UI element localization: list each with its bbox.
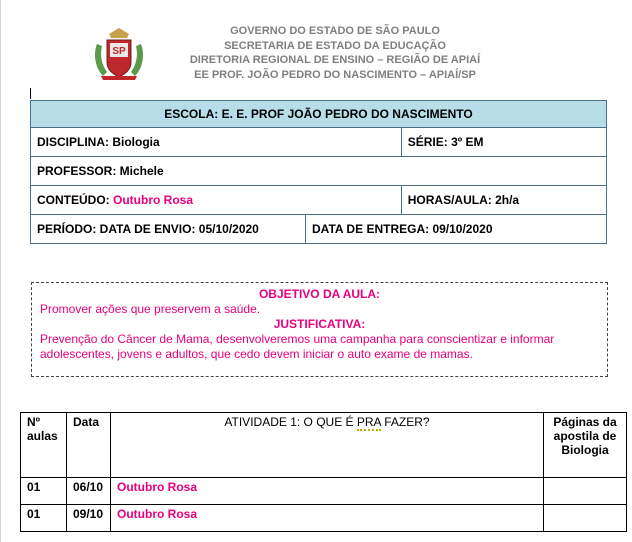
info-table [30,100,607,244]
row-activity[interactable]: Outubro Rosa [111,505,544,532]
row-pages[interactable] [544,505,627,532]
row-aulas[interactable]: 01 [21,478,67,505]
head-activity-post: FAZER? [380,415,430,429]
content-cell[interactable] [31,186,402,215]
grade-cell[interactable]: SÉRIE: 3º EM [401,128,606,157]
head-data[interactable]: Data [67,413,111,478]
content-label: CONTEÚDO: [37,193,113,207]
justification-text: Prevenção do Câncer de Mama, desenvolveremos uma campanha para conscientizar e informar adolescentes, jovens e adultos, que cedo devem iniciar o auto exame de mamas. [40,332,555,361]
text-cursor [30,88,31,99]
period-due-cell[interactable]: DATA DE ENTREGA: 09/10/2020 [306,215,607,244]
head-pages[interactable]: Páginas da apostila de Biologia [544,413,627,478]
period-sent-cell[interactable]: PERÍODO: DATA DE ENVIO: 05/10/2020 [31,215,306,244]
row-activity[interactable]: Outubro Rosa [111,478,544,505]
header-line-government: GOVERNO DO ESTADO DE SÃO PAULO [230,25,440,37]
content-value: Outubro Rosa [113,193,193,207]
header-line-secretariat: SECRETARIA DE ESTADO DA EDUCAÇÃO [224,39,446,52]
activity-table [20,412,627,532]
row-pages[interactable] [544,478,627,505]
svg-text:SP: SP [112,46,126,57]
head-activity[interactable] [111,413,544,478]
objective-title: OBJETIVO DA AULA: [258,287,381,301]
table-row [21,478,627,505]
row-aulas[interactable]: 01 [21,505,67,532]
row-data[interactable]: 09/10 [67,505,111,532]
header-block [175,24,495,82]
discipline-cell[interactable]: DISCIPLINA: Biologia [31,128,402,157]
row-data[interactable]: 06/10 [67,478,111,505]
teacher-cell[interactable]: PROFESSOR: Michele [31,157,607,186]
hours-cell[interactable]: HORAS/AULA: 2h/a [401,186,606,215]
header-line-directorate: DIRETORIA REGIONAL DE ENSINO – REGIÃO DE APIAÍ [189,54,481,66]
school-cell[interactable]: ESCOLA: E. E. PROF JOÃO PEDRO DO NASCIMENTO [31,101,607,128]
head-aulas[interactable]: Nº aulas [21,413,67,478]
header-line-school: EE PROF. JOÃO PEDRO DO NASCIMENTO – APIAÍ/SP [194,68,476,81]
objective-box[interactable] [31,282,608,377]
head-activity-pre: ATIVIDADE 1: O QUE É [224,415,357,429]
justification-title: JUSTIFICATIVA: [273,317,366,331]
table-row [21,505,627,532]
head-activity-pra: PRA [356,415,381,429]
sp-coat-of-arms-icon [93,24,145,82]
objective-text: Promover ações que preservem a saúde. [40,302,261,316]
